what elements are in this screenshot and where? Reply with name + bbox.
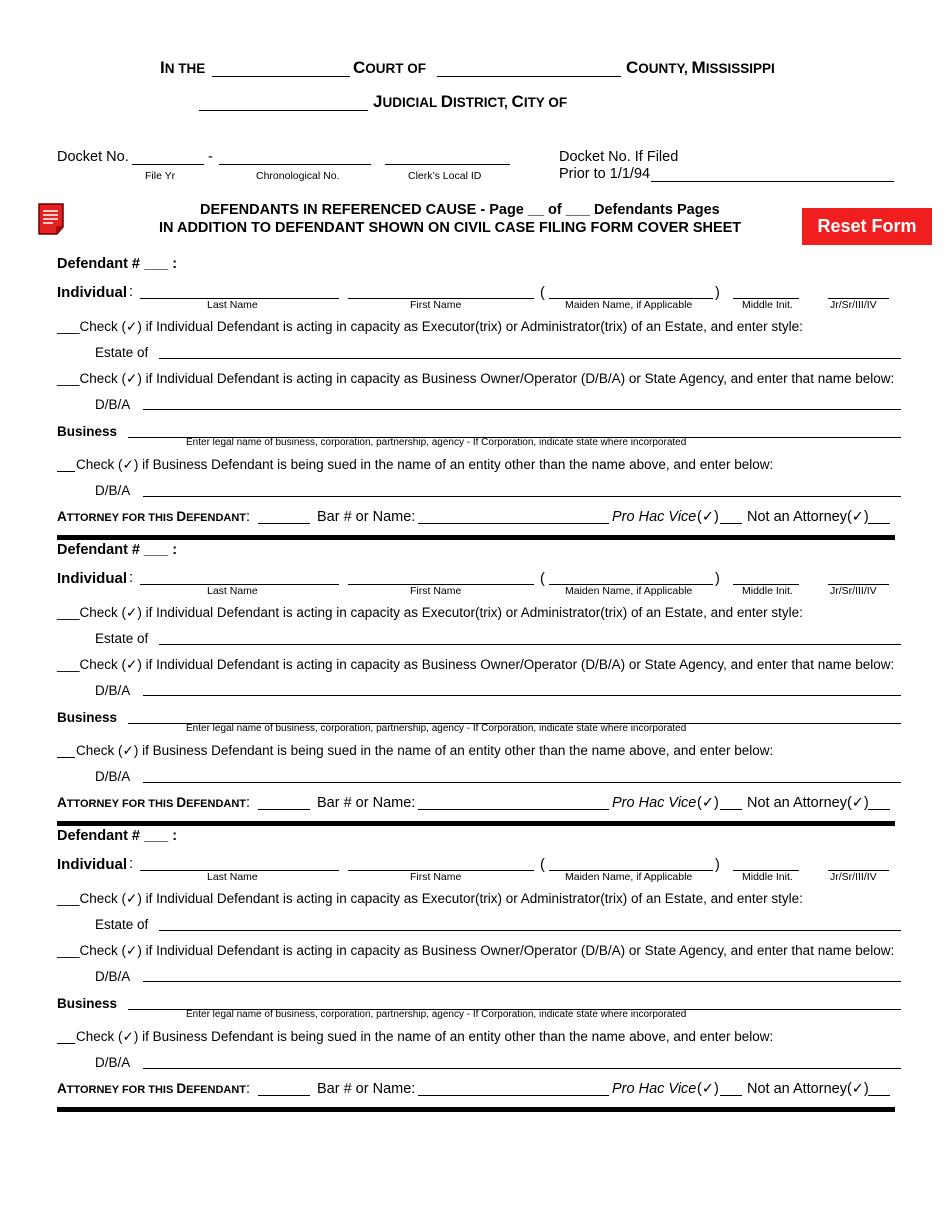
defendant-2-suffix-caption: Jr/Sr/III/IV	[830, 585, 877, 597]
defendant-3-attorney-rest2: EFENDANT	[186, 1084, 246, 1096]
defendant-1-attorney-label	[57, 509, 250, 525]
defendant-1-dba-label: D/B/A	[95, 397, 131, 412]
chronological-caption: Chronological No.	[256, 170, 340, 182]
defendant-1-attorney-field[interactable]	[258, 523, 310, 524]
defendant-3-attorney-field[interactable]	[258, 1095, 310, 1096]
defendant-3-last-name-caption: Last Name	[207, 871, 258, 883]
reset-form-button[interactable]: Reset Form	[802, 208, 932, 245]
defendant-2-not-attorney-field[interactable]	[868, 809, 890, 810]
defendant-2-dba-field[interactable]	[143, 695, 901, 696]
defendant-3-close-paren: )	[715, 857, 720, 873]
docket-chronological-field[interactable]	[219, 164, 371, 165]
defendant-3-attorney-d: D	[176, 1081, 187, 1096]
form-title-line1: DEFENDANTS IN REFERENCED CAUSE - Page __ of ___ Defendants Pages	[200, 202, 720, 218]
defendant-3-open-paren: (	[540, 857, 545, 873]
defendant-3-pro-hac-vice: Pro Hac Vice	[612, 1081, 697, 1097]
defendant-1-last-name-caption: Last Name	[207, 299, 258, 311]
defendant-1-section-divider	[57, 535, 895, 540]
defendant-3-estate-field[interactable]	[159, 930, 901, 931]
defendant-2-pro-hac-check: (✓)	[697, 795, 719, 811]
defendant-3-entity-check: Check (✓) if Business Defendant is being sued in the name of an entity other than the name above, and enter below:	[76, 1029, 774, 1044]
defendant-1-executor-check[interactable]: ___Check (✓) if Individual Defendant is acting in capacity as Executor(trix) or Administrator(trix) of an Estate, and enter style:	[57, 319, 803, 334]
defendant-3-entity-dba-label: D/B/A	[95, 1055, 131, 1070]
defendant-2-dba-check[interactable]: ___Check (✓) if Individual Defendant is acting in capacity as Business Owner/Operator (D/B/A) or State Agency, and enter that name below:	[57, 657, 895, 672]
defendant-1-close-paren: )	[715, 285, 720, 301]
defendant-1-not-attorney-field[interactable]	[868, 523, 890, 524]
defendant-1-first-name-caption: First Name	[410, 299, 462, 311]
defendant-1-entity-checkbox[interactable]	[57, 471, 75, 472]
defendant-3-first-name-caption: First Name	[410, 871, 462, 883]
defendant-2-executor-check[interactable]: ___Check (✓) if Individual Defendant is acting in capacity as Executor(trix) or Administrator(trix) of an Estate, and enter style:	[57, 605, 803, 620]
defendant-2-entity-check: Check (✓) if Business Defendant is being sued in the name of an entity other than the name above, and enter below:	[76, 743, 774, 758]
defendant-2-attorney-colon: :	[246, 795, 251, 811]
docket-clerk-id-field[interactable]	[385, 164, 510, 165]
prior-to-label: Prior to 1/1/94	[559, 166, 651, 182]
defendant-1-business-caption: Enter legal name of business, corporation, partnership, agency - If Corporation, indicate state where incorporated	[186, 437, 687, 448]
defendant-3-individual-colon: :	[129, 856, 134, 872]
defendant-3-entity-dba-field[interactable]	[143, 1068, 901, 1069]
defendant-3-business-caption: Enter legal name of business, corporation, partnership, agency - If Corporation, indicate state where incorporated	[186, 1009, 687, 1020]
defendant-1-dba-field[interactable]	[143, 409, 901, 410]
defendant-3-section-divider	[57, 1107, 895, 1112]
defendant-2-attorney-label	[57, 795, 250, 811]
defendant-2-section-divider	[57, 821, 895, 826]
defendant-2-pro-hac-field[interactable]	[720, 809, 742, 810]
defendant-1-bar-label: Bar # or Name:	[317, 509, 416, 525]
docket-file-yr-field[interactable]	[132, 164, 204, 165]
defendant-3-executor-check[interactable]: ___Check (✓) if Individual Defendant is acting in capacity as Executor(trix) or Administrator(trix) of an Estate, and enter style:	[57, 891, 803, 906]
docket-if-filed-label: Docket No. If Filed	[559, 149, 679, 165]
defendant-2-attorney-d: D	[176, 795, 187, 810]
defendant-1-dba-check[interactable]: ___Check (✓) if Individual Defendant is acting in capacity as Business Owner/Operator (D/B/A) or State Agency, and enter that name below:	[57, 371, 895, 386]
defendant-1-estate-field[interactable]	[159, 358, 901, 359]
defendant-2-entity-checkbox[interactable]	[57, 757, 75, 758]
defendant-2-attorney-a: A	[57, 795, 67, 810]
defendant-3-suffix-caption: Jr/Sr/III/IV	[830, 871, 877, 883]
defendant-2-attorney-rest1: TTORNEY FOR THIS	[66, 798, 177, 810]
defendant-1-attorney-colon: :	[246, 509, 251, 525]
defendant-1-attorney-rest2: EFENDANT	[186, 512, 246, 524]
defendant-3-entity-checkbox[interactable]	[57, 1043, 75, 1044]
defendant-1-not-attorney: Not an Attorney(✓)	[747, 509, 869, 525]
defendant-2-individual-colon: :	[129, 570, 134, 586]
defendant-3-individual-label: Individual	[57, 856, 128, 873]
defendant-3-attorney-rest1: TTORNEY FOR THIS	[66, 1084, 177, 1096]
defendant-2-number-label: Defendant # ___ :	[57, 542, 178, 558]
court-of-label: COURT OF	[353, 58, 427, 77]
defendant-2-bar-field[interactable]	[418, 809, 609, 810]
defendant-3-dba-check[interactable]: ___Check (✓) if Individual Defendant is acting in capacity as Business Owner/Operator (D/B/A) or State Agency, and enter that name below:	[57, 943, 895, 958]
defendant-3-maiden-caption: Maiden Name, if Applicable	[565, 871, 693, 883]
defendant-1-estate-of-label: Estate of	[95, 345, 149, 360]
defendant-3-bar-field[interactable]	[418, 1095, 609, 1096]
defendant-2-attorney-rest2: EFENDANT	[186, 798, 246, 810]
judicial-district-blank[interactable]	[199, 110, 368, 111]
defendant-1-bar-field[interactable]	[418, 523, 609, 524]
defendant-3-not-attorney: Not an Attorney(✓)	[747, 1081, 869, 1097]
defendant-1-entity-check: Check (✓) if Business Defendant is being sued in the name of an entity other than the name above, and enter below:	[76, 457, 774, 472]
clerks-id-caption: Clerk’s Local ID	[408, 170, 482, 182]
defendant-2-pro-hac-vice: Pro Hac Vice	[612, 795, 697, 811]
defendant-3-attorney-label	[57, 1081, 250, 1097]
defendant-2-dba-label: D/B/A	[95, 683, 131, 698]
defendant-3-number-label: Defendant # ___ :	[57, 828, 178, 844]
defendant-2-open-paren: (	[540, 571, 545, 587]
docket-no-label: Docket No.	[57, 149, 129, 165]
form-title-line2: IN ADDITION TO DEFENDANT SHOWN ON CIVIL CASE FILING FORM COVER SHEET	[159, 220, 742, 236]
defendant-3-attorney-colon: :	[246, 1081, 251, 1097]
file-yr-caption: File Yr	[145, 170, 176, 182]
defendant-2-middle-caption: Middle Init.	[742, 585, 793, 597]
defendant-2-not-attorney: Not an Attorney(✓)	[747, 795, 869, 811]
defendant-2-estate-of-label: Estate of	[95, 631, 149, 646]
docket-prior-field[interactable]	[651, 181, 894, 182]
defendant-2-entity-dba-field[interactable]	[143, 782, 901, 783]
defendant-3-business-label: Business	[57, 996, 118, 1011]
defendant-2-individual-label: Individual	[57, 570, 128, 587]
defendant-3-dba-field[interactable]	[143, 981, 901, 982]
defendant-3-pro-hac-field[interactable]	[720, 1095, 742, 1096]
defendant-1-attorney-a: A	[57, 509, 67, 524]
defendant-1-business-label: Business	[57, 424, 118, 439]
defendant-3-bar-label: Bar # or Name:	[317, 1081, 416, 1097]
county-label: COUNTY, MISSISSIPPI	[626, 58, 775, 77]
defendant-3-pro-hac-check: (✓)	[697, 1081, 719, 1097]
defendant-3-not-attorney-field[interactable]	[868, 1095, 890, 1096]
defendant-2-first-name-caption: First Name	[410, 585, 462, 597]
judicial-district-label: JUDICIAL DISTRICT, CITY OF	[373, 92, 568, 111]
defendant-1-middle-caption: Middle Init.	[742, 299, 793, 311]
defendant-2-maiden-caption: Maiden Name, if Applicable	[565, 585, 693, 597]
defendant-1-entity-dba-field[interactable]	[143, 496, 901, 497]
court-heading-in-the: IN THE	[160, 58, 206, 77]
defendant-3-middle-caption: Middle Init.	[742, 871, 793, 883]
defendant-1-open-paren: (	[540, 285, 545, 301]
defendant-1-attorney-rest1: TTORNEY FOR THIS	[66, 512, 177, 524]
defendant-2-attorney-field[interactable]	[258, 809, 310, 810]
defendant-1-suffix-caption: Jr/Sr/III/IV	[830, 299, 877, 311]
defendant-1-individual-colon: :	[129, 284, 134, 300]
county-name-blank[interactable]	[437, 76, 621, 77]
defendant-1-pro-hac-vice: Pro Hac Vice	[612, 509, 697, 525]
defendant-3-estate-of-label: Estate of	[95, 917, 149, 932]
defendant-2-bar-label: Bar # or Name:	[317, 795, 416, 811]
defendant-1-attorney-d: D	[176, 509, 187, 524]
defendant-2-estate-field[interactable]	[159, 644, 901, 645]
defendant-2-last-name-caption: Last Name	[207, 585, 258, 597]
defendant-1-pro-hac-field[interactable]	[720, 523, 742, 524]
defendant-1-maiden-caption: Maiden Name, if Applicable	[565, 299, 693, 311]
note-icon[interactable]	[38, 203, 64, 235]
docket-dash: -	[208, 149, 213, 165]
defendant-1-pro-hac-check: (✓)	[697, 509, 719, 525]
defendant-1-individual-label: Individual	[57, 284, 128, 301]
defendant-1-entity-dba-label: D/B/A	[95, 483, 131, 498]
defendant-2-close-paren: )	[715, 571, 720, 587]
defendant-2-business-caption: Enter legal name of business, corporation, partnership, agency - If Corporation, indicate state where incorporated	[186, 723, 687, 734]
defendant-3-dba-label: D/B/A	[95, 969, 131, 984]
court-name-blank[interactable]	[212, 76, 350, 77]
defendant-3-attorney-a: A	[57, 1081, 67, 1096]
defendant-2-business-label: Business	[57, 710, 118, 725]
defendant-1-number-label: Defendant # ___ :	[57, 256, 178, 272]
defendant-2-entity-dba-label: D/B/A	[95, 769, 131, 784]
